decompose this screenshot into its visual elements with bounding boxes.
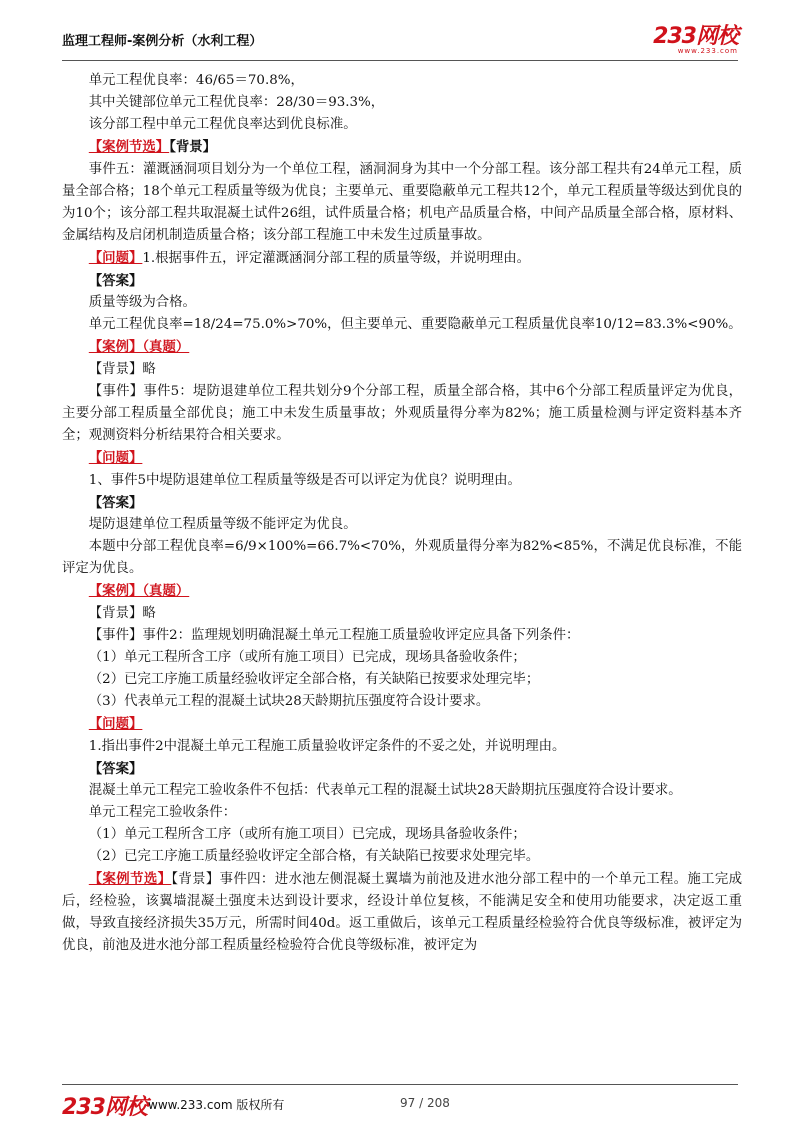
question-tag: 【问题】 [88,250,143,266]
paragraph: 单元工程优良率：46/65＝70.8%， [88,73,304,88]
question-heading [62,713,742,736]
paragraph: 单元工程优良率=18/24=75.0%>70%，但主要单元、重要隐蔽单元工程质量优良率10/12=83.3%<90%。 [88,317,742,332]
footer-logo: 233网校 [62,1095,147,1120]
question-text: 1.指出事件2中混凝土单元工程施工质量验收评定条件的不妥之处，并说明理由。 [88,739,566,754]
paragraph: 堤防退建单位工程质量等级不能评定为优良。 [88,517,357,532]
paragraph: 该分部工程中单元工程优良率达到优良标准。 [88,117,357,132]
list-item: （1）单元工程所含工序（或所有施工项目）已完成，现场具备验收条件； [88,827,526,842]
paragraph-text: 【背景】事件四：进水池左侧混凝土翼墙为前池及进水池分部工程中的一个单元工程。施工完成后，经检验，该翼墙混凝土强度未达到设计要求，经设计单位复核，不能满足安全和使用功能要求，决定返工重做，导致直接经济损失35万元，所需时间40d。返工重做后，该单元工程质量经检验符合优良等级标准，被评定为优良，前池及进水池分部工程质量经检验符合优良等级标准，被评定为 [62,872,743,953]
case-tag: 【案例节选】 [88,139,170,155]
answer-tag: 【答案】 [88,761,143,777]
footer-divider [62,1084,738,1085]
question [62,247,742,270]
section-heading [62,336,742,359]
background-tag: 【背景】 [169,139,217,155]
page-number: 97 / 208 [400,1096,450,1110]
list-item: （2）已完工序施工质量经验收评定全部合格，有关缺陷已按要求处理完毕。 [88,849,540,864]
list-item: （3）代表单元工程的混凝土试块28天龄期抗压强度符合设计要求。 [88,694,490,709]
paragraph: 事件五：灌溉涵洞项目划分为一个单位工程，涵洞洞身为其中一个分部工程。该分部工程共有24单元工程，质量全部合格；18个单元工程质量等级为优良；主要单元、重要隐蔽单元工程共12个，单元工程质量等级达到优良的为10个；该分部工程共取混凝土试件26组，试件质量合格；机电产品质量合格，中间产品质量全部合格，原材料、金属结构及启闭机制造质量合格；该分部工程施工中未发生过质量事故。 [62,162,742,243]
section-heading [62,580,742,603]
brand-logo [653,26,738,55]
list-item: （2）已完工序施工质量经验收评定全部合格，有关缺陷已按要求处理完毕； [88,672,540,687]
copyright-text: www.233.com 版权所有 [148,1098,285,1112]
question-text: 1.根据事件五，评定灌溉涵洞分部工程的质量等级，并说明理由。 [142,251,531,266]
section-paragraph [62,868,742,957]
paragraph: 单元工程完工验收条件： [88,805,237,820]
page-footer [62,1090,738,1120]
paragraph: 质量等级为合格。 [88,295,196,310]
question-tag: 【问题】 [88,716,143,732]
paragraph: 【事件】事件5：堤防退建单位工程共划分9个分部工程，质量全部合格，其中6个分部工程质量评定为优良，主要分部工程质量全部优良；施工中未发生质量事故；外观质量得分率为82%；施工质量检测与评定资料基本齐全；观测资料分析结果符合相关要求。 [62,384,742,443]
case-tag: 【案例节选】 [88,871,172,887]
case-tag: 【案例】（真题） [88,583,190,599]
case-tag: 【案例】（真题） [88,339,190,355]
brand-logo-text: 233网校 [653,24,738,49]
answer-tag: 【答案】 [88,273,143,289]
question-heading [62,447,742,470]
header-divider [62,60,738,61]
paragraph: 其中关键部位单元工程优良率：28/30＝93.3%， [88,95,385,110]
answer-tag: 【答案】 [88,495,143,511]
paragraph: 【事件】事件2：监理规划明确混凝土单元工程施工质量验收评定应具备下列条件： [88,628,580,643]
page-header [62,26,738,60]
section-heading [62,136,742,159]
paragraph: 【背景】略 [88,606,156,621]
paragraph: 【背景】略 [88,362,156,377]
document-body [62,70,742,957]
paragraph: 本题中分部工程优良率=6/9×100%=66.7%<70%，外观质量得分率为82%<85%，不满足优良标准，不能评定为优良。 [62,539,742,576]
list-item: （1）单元工程所含工序（或所有施工项目）已完成，现场具备验收条件； [88,650,526,665]
brand-logo-url: www.233.com [677,47,738,55]
document-title: 监理工程师-案例分析（水利工程） [62,34,263,49]
paragraph: 混凝土单元工程完工验收条件不包括：代表单元工程的混凝土试块28天龄期抗压强度符合设计要求。 [88,783,682,798]
question-text: 1、事件5中堤防退建单位工程质量等级是否可以评定为优良？说明理由。 [88,473,521,488]
question-tag: 【问题】 [88,450,143,466]
